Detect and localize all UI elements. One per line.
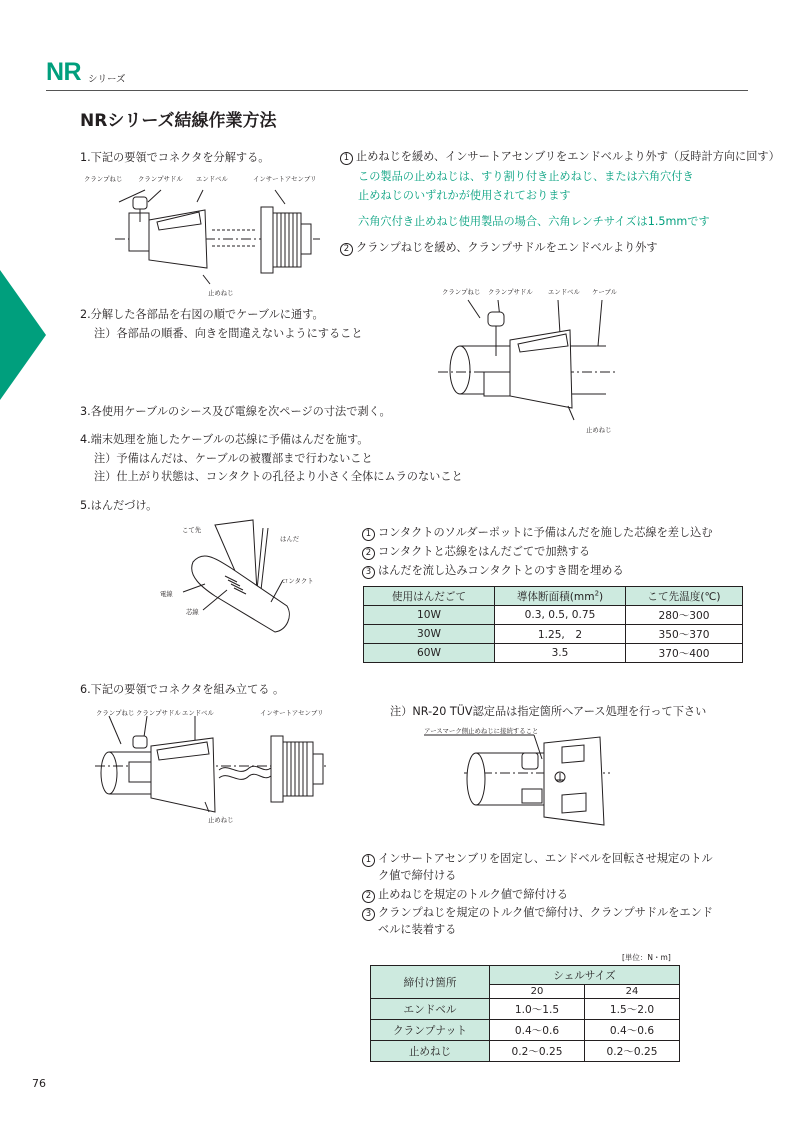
cable-threading-diagram xyxy=(438,296,618,426)
step5-instruction-3 xyxy=(362,561,624,581)
assembly-diagram xyxy=(95,716,335,816)
step6-instruction-3b: ベルに装着する xyxy=(378,923,457,936)
torque-table xyxy=(370,965,680,1062)
step1-note-1: この製品の止めねじは、すり割り付き止めねじ、または六角穴付き xyxy=(358,170,694,183)
step6-label-clamp-screw: クランプねじ xyxy=(96,709,135,717)
step4-note-1: 注）予備はんだは、ケーブルの被覆部まで行わないこと xyxy=(94,452,373,465)
step6-label-clamp-saddle: クランプサドル xyxy=(136,709,181,717)
step5-label-wire: 電線 xyxy=(160,590,173,598)
table-cell: 1.5〜2.0 xyxy=(585,999,680,1020)
solder-table-header-temp: こて先温度(℃) xyxy=(626,587,743,606)
step6-inst2-text: 止めねじを規定のトルク値で締付ける xyxy=(378,888,568,901)
step5-heading: 5.はんだづけ。 xyxy=(80,499,158,512)
table-cell: 0.2〜0.25 xyxy=(585,1041,680,1062)
soldering-diagram xyxy=(175,520,305,640)
circled-1: 1 xyxy=(340,152,353,165)
step2-label-cable: ケーブル xyxy=(592,288,617,296)
disassembly-diagram xyxy=(115,180,335,290)
tuv-note: 注）NR-20 TÜV認定品は指定箇所へアース処理を行って下さい xyxy=(390,705,707,718)
step2-label-clamp-saddle: クランプサドル xyxy=(488,288,533,296)
table-cell: 0.3, 0.5, 0.75 xyxy=(495,606,626,625)
step1-instruction-1 xyxy=(340,147,780,167)
header-rule xyxy=(46,90,748,91)
table-cell: 3.5 xyxy=(495,644,626,663)
step1-label-end-bell: エンドベル xyxy=(196,175,228,183)
step2-label-set-screw: 止めねじ xyxy=(586,426,612,434)
solder-table-header-iron: 使用はんだごて xyxy=(364,587,495,606)
series-label: シリーズ xyxy=(88,74,126,85)
step1-label-insert-assembly: インサートアセンブリ xyxy=(253,175,317,183)
torque-size-20: 20 xyxy=(490,985,585,999)
soldering-iron-table xyxy=(363,586,743,663)
step2-heading: 2.分解した各部品を右図の順でケーブルに通す。 xyxy=(80,308,324,321)
step1-label-clamp-screw: クランプねじ xyxy=(84,175,123,183)
step1-inst2-text: クランプねじを緩め、クランプサドルをエンドベルより外す xyxy=(356,241,658,254)
step2-label-clamp-screw: クランプねじ xyxy=(442,288,481,296)
step5-instruction-2 xyxy=(362,542,590,562)
step5-label-tip: こて先 xyxy=(182,526,202,534)
table-cell: 280〜300 xyxy=(626,606,743,625)
table-cell: 1.25, 2 xyxy=(495,625,626,644)
step1-note-3: 六角穴付き止めねじ使用製品の場合、六角レンチサイズは1.5mmです xyxy=(358,215,710,228)
table-cell: 60W xyxy=(364,644,495,663)
step4-note-2: 注）仕上がり状態は、コンタクトの孔径より小さく全体にムラのないこと xyxy=(94,470,463,483)
table-cell: 1.0〜1.5 xyxy=(490,999,585,1020)
step5-inst2-text: コンタクトと芯線をはんだごてで加熱する xyxy=(378,545,591,558)
table-cell: クランプナット xyxy=(371,1020,490,1041)
circled-2: 2 xyxy=(362,890,375,903)
circled-3: 3 xyxy=(362,566,375,579)
table-cell: 30W xyxy=(364,625,495,644)
table-cell: 0.4〜0.6 xyxy=(490,1020,585,1041)
area-header-sup: 2 xyxy=(594,588,600,597)
solder-table-header-area xyxy=(495,587,626,606)
step5-label-core: 芯線 xyxy=(186,608,199,616)
table-cell: 0.2〜0.25 xyxy=(490,1041,585,1062)
step3-heading: 3.各使用ケーブルのシース及び電線を次ページの寸法で剥く。 xyxy=(80,405,391,418)
corner-tab xyxy=(0,270,46,400)
step2-note: 注）各部品の順番、向きを間違えないようにすること xyxy=(94,327,363,340)
step1-inst1-text: 止めねじを緩め、インサートアセンブリをエンドベルより外す（反時計方向に回す） xyxy=(356,150,780,163)
step6-label-set-screw: 止めねじ xyxy=(208,816,234,824)
table-cell: 370〜400 xyxy=(626,644,743,663)
circled-1: 1 xyxy=(362,854,375,867)
series-logo: NR xyxy=(46,58,82,86)
step5-label-solder: はんだ xyxy=(280,535,300,543)
step5-inst3-text: はんだを流し込みコンタクトとのすき間を埋める xyxy=(378,564,624,577)
step6-inst3a-text: クランプねじを規定のトルク値で締付け、クランプサドルをエンド xyxy=(378,906,713,919)
step1-heading: 1.下記の要領でコネクタを分解する。 xyxy=(80,151,270,164)
table-cell: 0.4〜0.6 xyxy=(585,1020,680,1041)
circled-2: 2 xyxy=(340,243,353,256)
step6-label-end-bell: エンドベル xyxy=(182,709,214,717)
step6-instruction-2 xyxy=(362,885,568,905)
table-cell: 止めねじ xyxy=(371,1041,490,1062)
step1-label-clamp-saddle: クランプサドル xyxy=(138,175,183,183)
step4-heading: 4.端末処理を施したケーブルの芯線に予備はんだを施す。 xyxy=(80,433,369,446)
page-number: 76 xyxy=(32,1077,46,1090)
circled-2: 2 xyxy=(362,547,375,560)
torque-size-24: 24 xyxy=(585,985,680,999)
circled-3: 3 xyxy=(362,908,375,921)
table-cell: 350〜370 xyxy=(626,625,743,644)
step6-heading: 6.下記の要領でコネクタを組み立てる 。 xyxy=(80,683,285,696)
table-cell: 10W xyxy=(364,606,495,625)
area-header-close: ) xyxy=(599,590,604,603)
unit-label: [単位：N・m] xyxy=(622,953,671,962)
step6-label-insert-assembly: インサートアセンブリ xyxy=(260,709,324,717)
step5-inst1-text: コンタクトのソルダーポットに予備はんだを施した芯線を差し込む xyxy=(378,526,713,539)
step2-label-end-bell: エンドベル xyxy=(548,288,580,296)
step1-note-2: 止めねじのいずれかが使用されております xyxy=(358,189,571,202)
circled-1: 1 xyxy=(362,528,375,541)
step6-instruction-1b: ク値で締付ける xyxy=(378,869,457,882)
page-title: NRシリーズ結線作業方法 xyxy=(80,111,277,131)
earth-label: アースマーク側止めねじに接続すること xyxy=(424,727,539,735)
step1-instruction-2 xyxy=(340,238,658,258)
area-header-text: 導体断面積(mm xyxy=(516,590,595,603)
torque-table-header-location: 締付け箇所 xyxy=(371,966,490,999)
step1-label-set-screw: 止めねじ xyxy=(208,289,234,297)
torque-table-header-shell: シェルサイズ xyxy=(490,966,680,985)
earth-diagram xyxy=(424,733,614,833)
table-cell: エンドベル xyxy=(371,999,490,1020)
step5-instruction-1 xyxy=(362,523,713,543)
step5-label-contact: コンタクト xyxy=(282,577,314,585)
step6-inst1a-text: インサートアセンブリを固定し、エンドベルを回転させ規定のトル xyxy=(378,852,713,865)
